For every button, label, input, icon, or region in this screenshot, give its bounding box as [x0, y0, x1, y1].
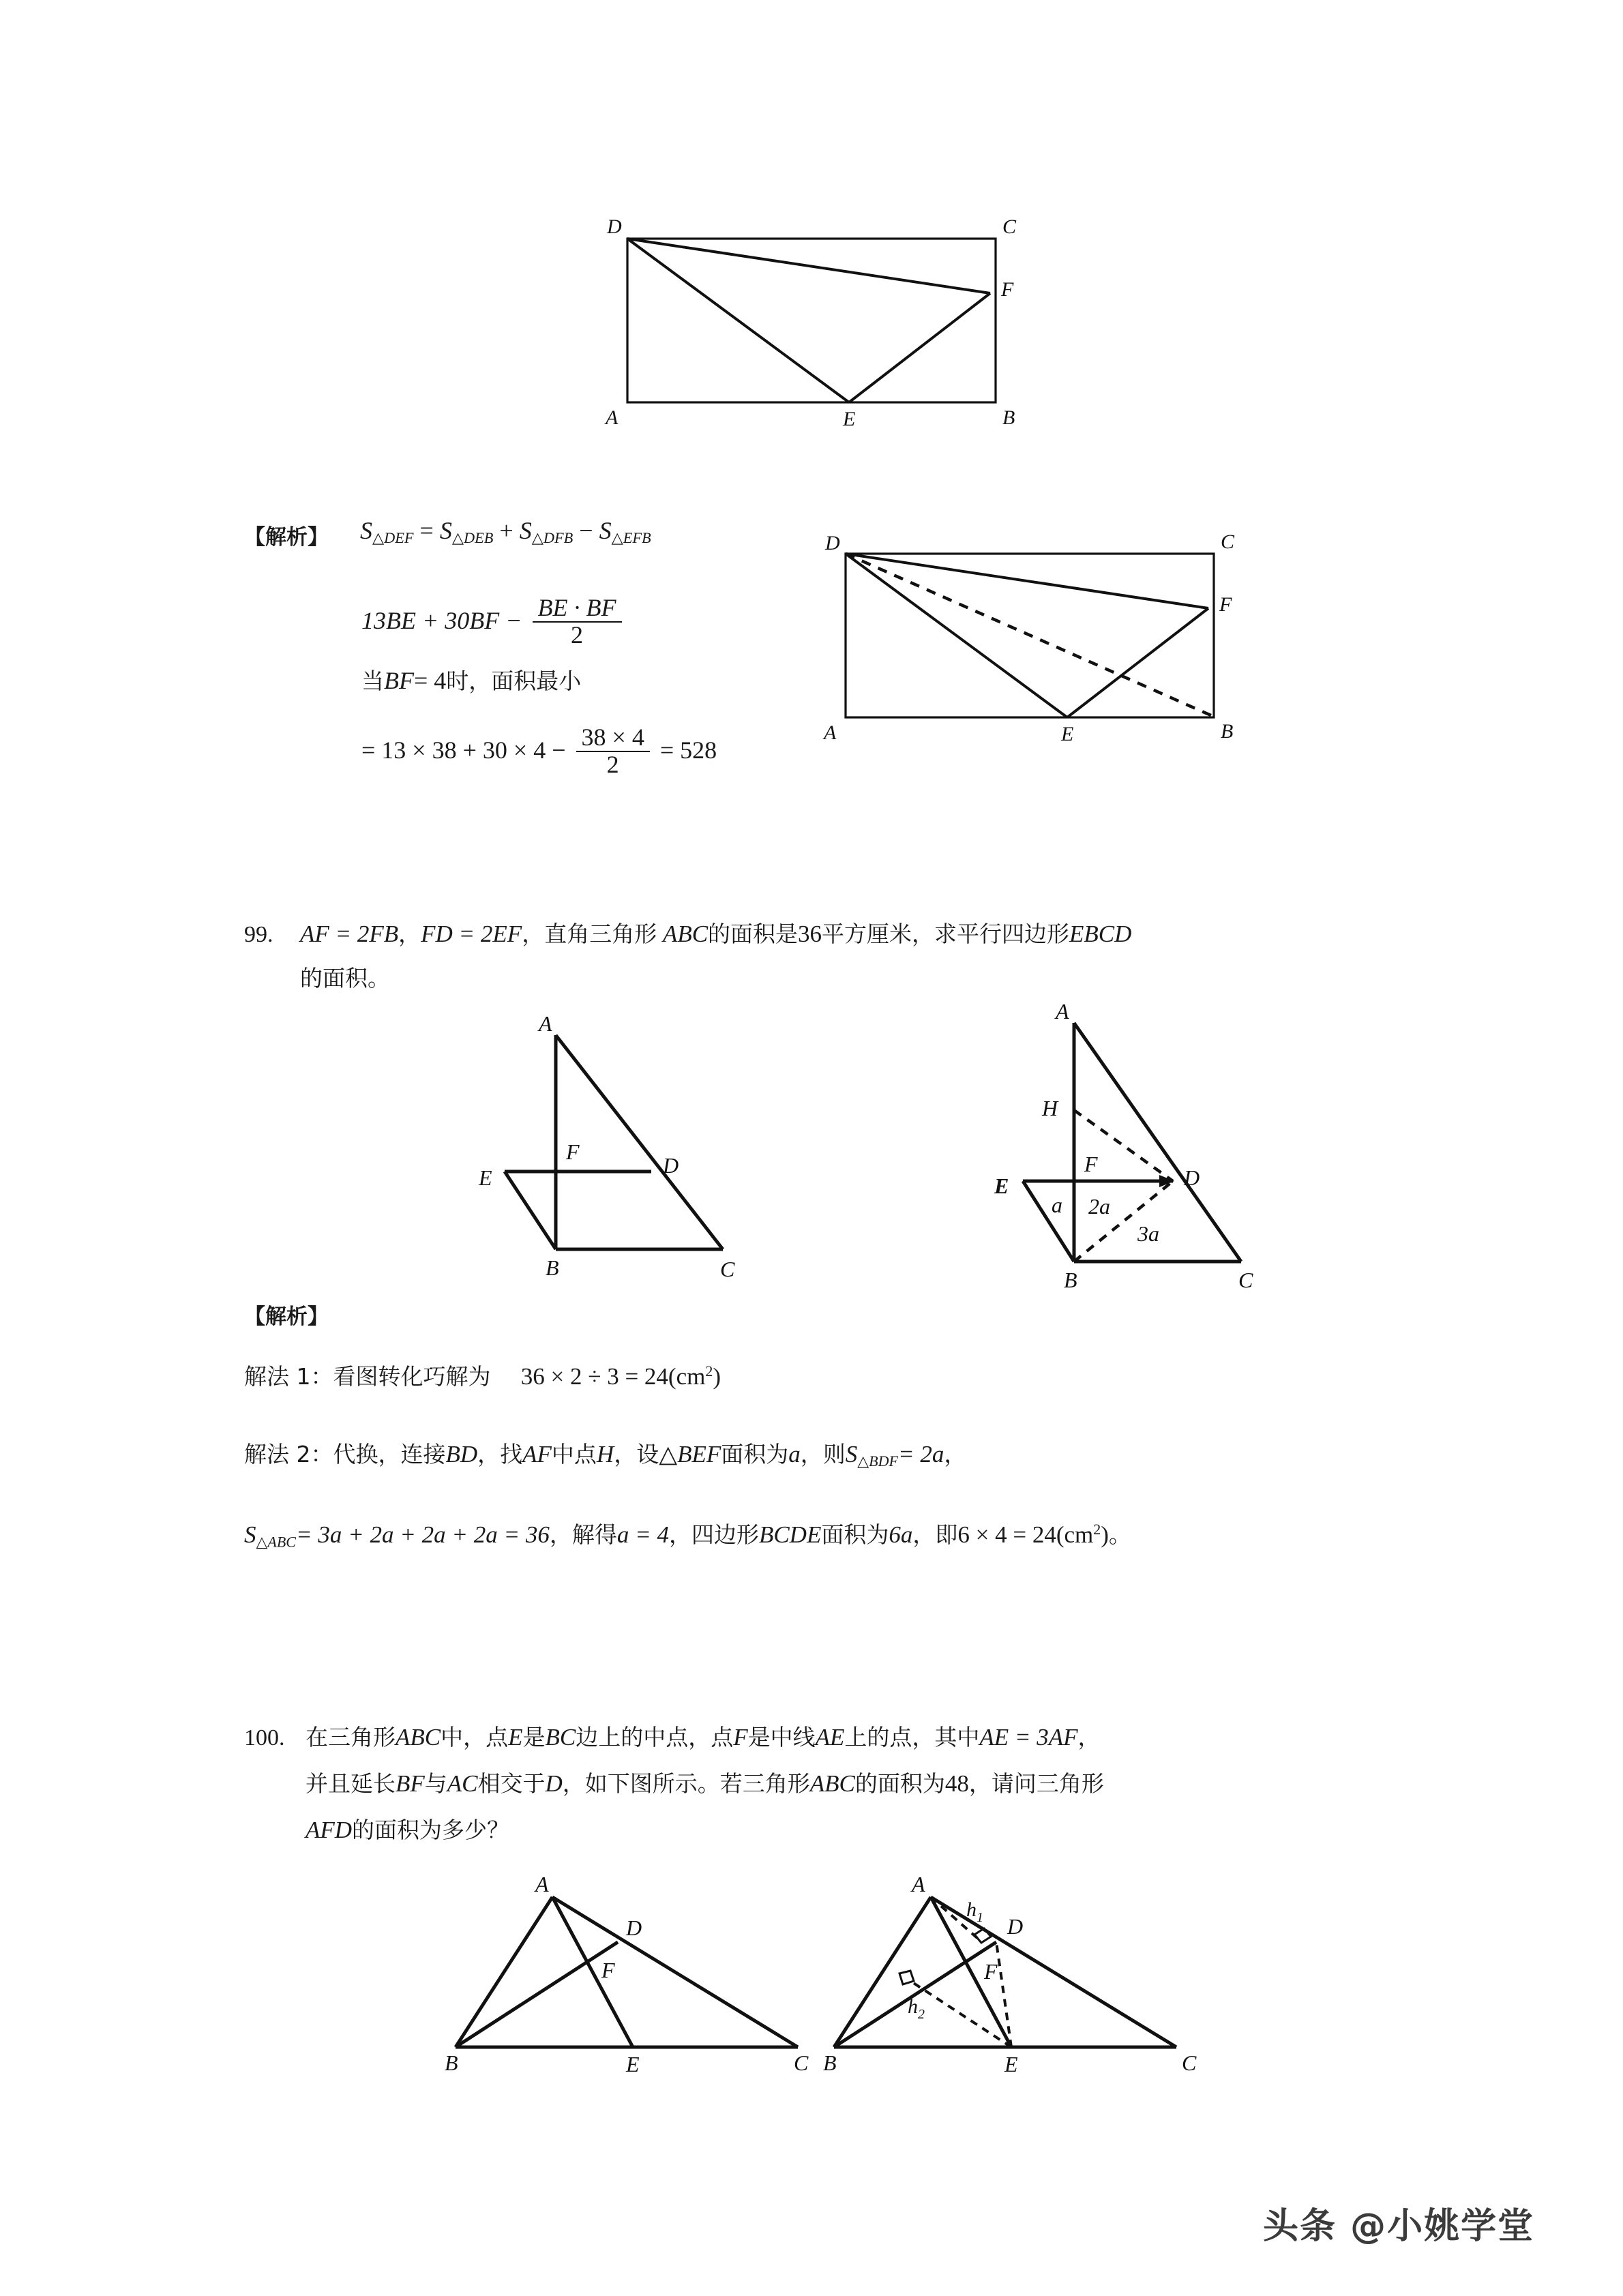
p99-m2-t6: ，: [944, 1441, 967, 1467]
problem-99-method-2-line-2: [244, 1522, 1131, 1549]
p99-m2b-t2: ，四边形: [668, 1521, 759, 1549]
problem-100-line-3: [306, 1818, 509, 1843]
p100-l2-t5: 的面积为: [854, 1770, 945, 1797]
p99-abc: ABC: [662, 921, 709, 947]
s-def-S: S: [360, 517, 372, 544]
p99-m2b-calc: 6 × 4 = 24(cm: [957, 1521, 1094, 1549]
fraction-numerator: BE · BF: [537, 594, 616, 621]
p100-l1-m6: AE = 3AF: [979, 1724, 1078, 1750]
p99-comma-1: ，: [398, 921, 421, 947]
p100-l2-m3: D: [545, 1770, 563, 1797]
p99-m2b-t4: ，即: [912, 1521, 958, 1549]
figure-98-solution-rectangle: [818, 525, 1255, 743]
figure-98-label-B: B: [1002, 406, 1015, 429]
p100-l2-m2: AC: [447, 1770, 478, 1797]
figure-100r-label-A: A: [912, 1872, 925, 1896]
problem-99-number: 99.: [244, 922, 273, 947]
line2-lead: 13BE + 30BF −: [361, 607, 522, 635]
p99-m2-eq: = 2a: [897, 1441, 944, 1467]
p99-m2b-6a: 6a: [889, 1521, 913, 1549]
p100-l2-t4: ，如下图所示。若三角形: [562, 1770, 810, 1797]
p99-m2b-bcde: BCDE: [758, 1521, 822, 1549]
p100-l1-t3: 是: [522, 1724, 546, 1750]
p100-l2-t3: 相交于: [477, 1770, 546, 1797]
s-deb-sub: △DEB: [451, 529, 494, 547]
figure-98s-label-E: E: [1061, 723, 1074, 745]
p99-m2-prefix: 解法 2：代换，连接: [244, 1441, 446, 1467]
p100-l2-t6: ，请问三角形: [968, 1770, 1104, 1797]
figure-99r-label-E: E: [994, 1174, 1009, 1198]
p99-m2b-t1: ，解得: [549, 1521, 617, 1549]
figure-100r-label-C: C: [1182, 2051, 1197, 2075]
watermark-text: 头条 @小姚学堂: [1263, 2206, 1535, 2247]
p99-text-c: 平方厘米，求平行四边形: [822, 921, 1070, 947]
figure-99r-label-H: H: [1042, 1096, 1058, 1120]
problem-100-number: 100.: [244, 1725, 285, 1750]
p100-l2-num: 48: [944, 1770, 969, 1797]
line3-dang: 当: [361, 668, 384, 694]
problem-99-method-2-line-1: [244, 1442, 966, 1469]
solution-98-line-4: [361, 726, 717, 779]
problem-99-line-2: 的面积。: [300, 965, 390, 992]
figure-99r-label-D: D: [1184, 1165, 1200, 1190]
fraction-denominator-2: 2: [576, 751, 650, 778]
figure-100l-label-D: D: [626, 1915, 642, 1940]
s-efb-sub: △EFB: [611, 529, 651, 547]
figure-98s-label-B: B: [1221, 720, 1234, 743]
p99-m1-expr: 36 × 2 ÷ 3 = 24(cm: [520, 1363, 706, 1390]
s-deb-S: S: [439, 517, 452, 544]
figure-98-label-D: D: [607, 215, 622, 238]
line4-tail: = 528: [659, 736, 717, 764]
fraction-numerator-2: 38 × 4: [581, 724, 644, 751]
p99-m2-S: S: [845, 1441, 858, 1467]
p99-text-b: 的面积是: [708, 921, 799, 947]
solution-98-line-2: [361, 594, 626, 650]
p99-m2-Ssub: △BDF: [857, 1452, 898, 1470]
problem-99-method-1: [244, 1364, 721, 1389]
figure-99r-label-C: C: [1238, 1268, 1253, 1292]
figure-98s-label-F: F: [1219, 593, 1232, 616]
p100-l2-m4: ABC: [809, 1770, 855, 1797]
p100-l1-t4: 边上的中点，点: [576, 1724, 734, 1750]
p99-m2-t1: ，找: [477, 1441, 523, 1467]
p100-l3-t1: 的面积为多少？: [352, 1817, 510, 1843]
figure-100r-label-B: B: [823, 2051, 837, 2075]
minus-sign: −: [579, 517, 593, 544]
problem-100-line-1: [306, 1725, 1101, 1750]
figure-99-left: [450, 1009, 764, 1282]
figure-98-rectangle: [600, 205, 1023, 430]
solution-98-line-1: [360, 518, 651, 546]
p100-l1-m3: BC: [545, 1724, 576, 1750]
p100-l3-m1: AFD: [306, 1817, 353, 1843]
figure-100l-label-B: B: [445, 2051, 458, 2075]
figure-99r-area-3a: 3a: [1137, 1221, 1159, 1246]
fraction-38x4-over-2: [576, 725, 650, 778]
figure-99l-label-E: E: [479, 1165, 492, 1190]
p99-text-a: 直角三角形: [544, 921, 657, 947]
s-dfb-S: S: [519, 517, 532, 544]
plus-sign: +: [499, 517, 513, 544]
p100-l1-t7: ，: [1077, 1724, 1101, 1750]
p99-m2b-S: S: [244, 1521, 256, 1549]
figure-100r-label-h2: $h_2$: [908, 1995, 925, 2022]
figure-98-label-C: C: [1002, 215, 1017, 238]
p100-l1-m4: F: [733, 1724, 748, 1750]
p99-m2-h: H: [596, 1441, 614, 1467]
figure-98s-label-C: C: [1221, 531, 1235, 553]
p99-num-36: 36: [798, 921, 822, 947]
p99-m2-t2: 中点: [551, 1441, 597, 1467]
figure-99l-label-F: F: [566, 1139, 580, 1164]
p99-m2b-Ssub: △ABC: [256, 1533, 296, 1551]
p99-comma-2: ，: [522, 921, 545, 947]
fraction-be-bf-over-2: [533, 595, 622, 648]
figure-98s-label-A: A: [824, 721, 837, 744]
p99-m2b-t3: 面积为: [821, 1521, 889, 1549]
figure-100l-label-E: E: [626, 2052, 640, 2076]
analysis-label-99: 【解析】: [244, 1304, 329, 1329]
p99-m2b-calc-end: ): [1101, 1521, 1109, 1549]
p99-m1-prefix: 解法 1：看图转化巧解为: [244, 1363, 491, 1390]
figure-100r-label-D: D: [1007, 1914, 1024, 1939]
p99-m2-t4: 面积为: [721, 1441, 789, 1467]
figure-100-right: [808, 1862, 1224, 2076]
problem-99-line-1: [300, 922, 1131, 946]
p99-ebcd: EBCD: [1069, 921, 1132, 947]
p100-l2-t2: 与: [424, 1770, 447, 1797]
p100-l1-m5: AE: [815, 1724, 845, 1750]
p99-m1-sup: 2: [705, 1362, 713, 1380]
figure-100l-label-A: A: [535, 1872, 549, 1896]
s-def-sub: △DEF: [372, 529, 414, 547]
fraction-denominator: 2: [533, 621, 622, 648]
s-dfb-sub: △DFB: [531, 529, 574, 547]
figure-99r-label-B: B: [1064, 1268, 1077, 1292]
p99-m2-t3: ，设: [614, 1441, 659, 1467]
dashed-height-h2: [910, 1981, 1011, 2047]
figure-99-right: [955, 989, 1275, 1292]
figure-99l-label-C: C: [720, 1257, 735, 1281]
line3-bf: BF: [384, 667, 414, 694]
figure-100r-label-F: F: [984, 1959, 998, 1984]
figure-99r-area-2a: 2a: [1088, 1194, 1110, 1219]
p100-l2-m1: BF: [396, 1770, 425, 1797]
p100-l1-t2: 中，点: [441, 1724, 509, 1750]
p99-m2b-sup: 2: [1093, 1521, 1101, 1538]
p100-l2-t1: 并且延长: [306, 1770, 396, 1797]
p99-m2-af: AF: [522, 1441, 552, 1467]
p99-m2-a: a: [788, 1441, 801, 1467]
figure-100r-label-E: E: [1004, 2052, 1018, 2076]
eq-sign: =: [419, 517, 434, 544]
p99-m2b-t5: 。: [1108, 1521, 1131, 1549]
p100-l1-t5: 是中线: [747, 1724, 816, 1750]
p100-l1-t1: 在三角形: [306, 1724, 396, 1750]
p99-m2b-eq: = 3a + 2a + 2a + 2a = 36: [295, 1521, 550, 1549]
line3-eq4: = 4: [413, 667, 447, 694]
figure-98-label-A: A: [606, 406, 619, 429]
s-efb-S: S: [599, 517, 612, 544]
p100-l1-t6: 上的点，其中: [844, 1724, 980, 1750]
figure-100r-label-h1: $h_1$: [966, 1898, 983, 1925]
dashed-segment-DB: [846, 554, 1212, 716]
figure-100-left: [430, 1862, 812, 2076]
figure-100l-label-C: C: [794, 2051, 809, 2075]
p99-m2-bef: △BEF: [659, 1441, 721, 1467]
figure-98-label-F: F: [1001, 278, 1014, 301]
p99-m1-suffix: ): [713, 1363, 721, 1390]
figure-99l-label-B: B: [546, 1255, 559, 1280]
figure-99r-label-A: A: [1056, 999, 1069, 1024]
line3-shi: 时，面积最小: [446, 668, 582, 694]
figure-99l-label-D: D: [663, 1153, 679, 1178]
p100-l1-m1: ABC: [396, 1724, 441, 1750]
p99-m2-t5: ，则: [800, 1441, 846, 1467]
p99-fd-2ef: FD = 2EF: [421, 921, 522, 947]
figure-99r-label-F: F: [1084, 1152, 1098, 1176]
figure-98-label-E: E: [843, 408, 856, 430]
p99-af-2fb: AF = 2FB: [300, 921, 399, 947]
figure-99r-area-a: a: [1052, 1193, 1062, 1217]
analysis-label-98: 【解析】: [244, 525, 329, 550]
figure-100l-label-F: F: [601, 1958, 615, 1982]
p100-l1-m2: E: [508, 1724, 523, 1750]
p99-m2b-a4: a = 4: [616, 1521, 669, 1549]
figure-99l-label-A: A: [539, 1011, 552, 1036]
right-angle-mark-h2: [899, 1971, 914, 1984]
problem-100-line-2: [306, 1772, 1104, 1796]
solution-98-line-3: [361, 668, 581, 694]
line4-lead: = 13 × 38 + 30 × 4 −: [361, 736, 566, 764]
p99-m2-bd: BD: [445, 1441, 478, 1467]
figure-98s-label-D: D: [825, 532, 840, 554]
